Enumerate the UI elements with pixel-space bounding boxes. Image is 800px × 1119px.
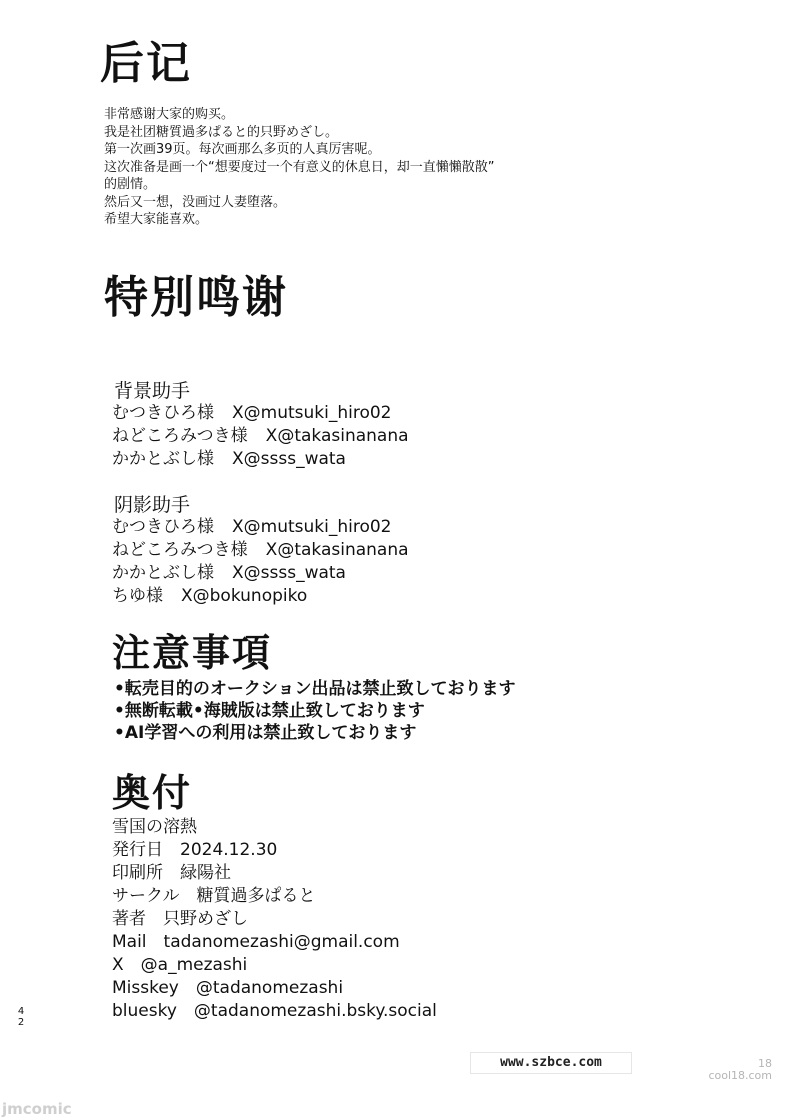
colophon-line: X @a_mezashi [112,955,248,975]
watermark-center: www.szbce.com [470,1052,632,1074]
notice-item: •転売目的のオークション出品は禁止致しております [114,679,516,699]
credit-handle: X@ssss_wata [232,563,346,583]
credit-name: ねどころみつき様 [112,540,248,560]
watermark-right-bottom: cool18.com [708,1069,772,1082]
credit-row [112,516,392,539]
colophon-line: 印刷所 緑陽社 [112,863,231,883]
credit-handle: X@takasinanana [265,426,409,446]
credit-handle: X@mutsuki_hiro02 [232,403,392,423]
colophon-line: bluesky @tadanomezashi.bsky.social [112,1001,437,1021]
credit-name: かかとぶし様 [112,563,214,583]
notice-item: •AI学習への利用は禁止致しております [114,723,417,743]
notice-heading: 注意事項 [112,631,273,675]
afterword-heading: 后记 [100,38,192,89]
colophon-line: 著者 只野めざし [112,909,248,929]
colophon-line: サークル 糖質過多ぱると [112,886,316,906]
page-number-digit: 2 [17,1017,25,1028]
credit-row [112,562,346,585]
credit-row [112,539,409,562]
afterword-line: 这次准备是画一个“想要度过一个有意义的休息日，却一直懶懶散散” [104,159,495,175]
colophon-heading: 奥付 [112,771,193,815]
afterword-line: 希望大家能喜欢。 [104,212,209,227]
afterword-line: 然后又一想，没画过人妻堕落。 [104,194,287,210]
credit-row [112,585,307,608]
credit-handle: X@mutsuki_hiro02 [232,517,392,537]
credit-name: かかとぶし様 [112,449,214,469]
afterword-text [104,106,494,229]
watermark-left: jmcomic [2,1100,72,1118]
shading-assistants-label: 阴影助手 [114,494,191,516]
credit-handle: X@ssss_wata [232,449,346,469]
credit-row [112,402,392,425]
credit-row [112,425,409,448]
colophon-line: Misskey @tadanomezashi [112,978,344,998]
thanks-heading: 特別鸣谢 [104,272,288,323]
afterword-line: 第一次画39页。每次画那么多页的人真厉害呢。 [104,142,381,157]
notice-item: •無断転載•海賊版は禁止致しております [114,701,425,721]
colophon-line: 発行日 2024.12.30 [112,840,278,860]
page-number-digit: 4 [17,1006,25,1017]
credit-name: ちゆ様 [112,586,163,606]
watermark-right-top: 18 [758,1057,772,1070]
page-number [16,1006,26,1028]
credit-row [112,448,346,471]
credit-handle: X@takasinanana [265,540,409,560]
colophon-line: Mail tadanomezashi@gmail.com [112,932,400,952]
background-assistants-label: 背景助手 [114,380,191,402]
credit-name: ねどころみつき様 [112,426,248,446]
afterword-line: 非常感谢大家的购买。 [104,107,235,122]
afterword-line: 的剧情。 [104,177,157,192]
credit-name: むつきひろ様 [112,403,214,423]
watermark-right [706,1058,772,1082]
credit-name: むつきひろ様 [112,517,214,537]
afterword-line: 我是社团糖質過多ぱると的只野めざし。 [104,124,339,140]
credit-handle: X@bokunopiko [181,586,308,606]
colophon-line: 雪国の溶熱 [112,817,197,837]
